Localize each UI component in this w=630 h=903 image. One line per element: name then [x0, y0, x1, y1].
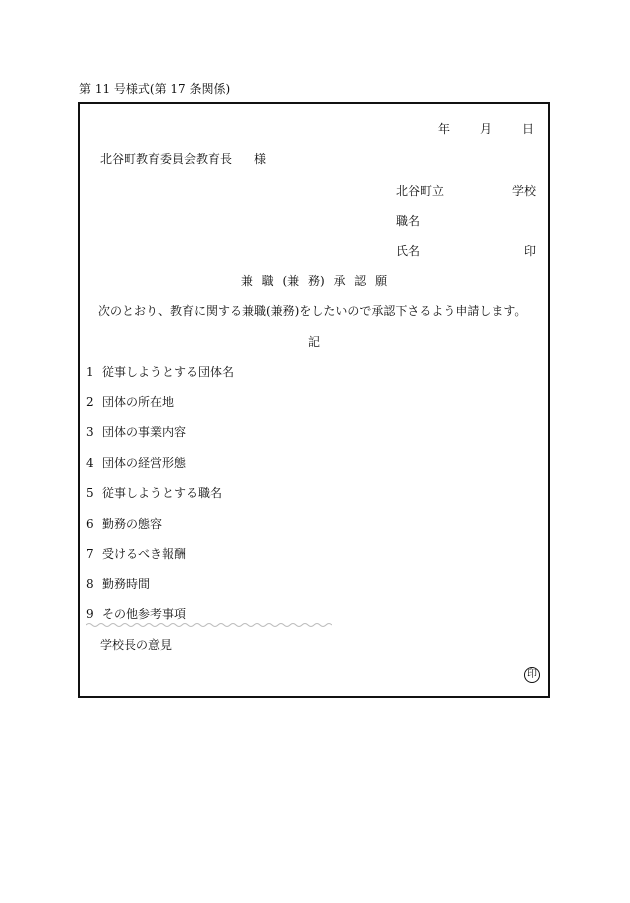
position-label: 職名 [396, 214, 421, 228]
name-label: 氏名 [396, 244, 421, 258]
application-form-frame [78, 102, 550, 698]
date-year-label: 年 [437, 122, 450, 136]
name-field [396, 244, 536, 258]
school-prefix-label: 北谷町立 [396, 184, 445, 198]
list-item [86, 486, 222, 500]
principal-opinion-label: 学校長の意見 [100, 638, 173, 652]
list-item [86, 607, 186, 621]
item-label: 従事しようとする団体名 [102, 365, 235, 379]
list-item [86, 577, 150, 591]
ki-heading: 記 [307, 335, 320, 349]
item-label: 団体の事業内容 [102, 425, 187, 439]
item-label: 勤務時間 [102, 577, 151, 591]
item-label: 受けるべき報酬 [102, 547, 187, 561]
list-item [86, 395, 174, 409]
item-number: 8 [86, 577, 94, 591]
item-number: 5 [86, 486, 94, 500]
school-field [396, 184, 536, 198]
list-item [86, 365, 234, 379]
item-label: 団体の経営形態 [102, 456, 187, 470]
addressee-honorific: 様 [254, 152, 267, 166]
date-month-label: 月 [479, 122, 492, 136]
wavy-underline [86, 622, 332, 628]
date-day-label: 日 [521, 122, 534, 136]
item-number: 3 [86, 425, 94, 439]
form-number: 第 11 号様式(第 17 条関係) [79, 82, 231, 96]
addressee-name: 北谷町教育委員会教育長 [100, 152, 233, 166]
item-number: 4 [86, 456, 94, 470]
school-suffix-label: 学校 [511, 184, 536, 198]
list-item [86, 517, 162, 531]
item-label: 従事しようとする職名 [102, 486, 223, 500]
item-number: 9 [86, 607, 94, 621]
item-number: 1 [86, 365, 94, 379]
list-item [86, 425, 186, 439]
addressee [100, 152, 266, 166]
item-label: 勤務の態容 [102, 517, 163, 531]
date-row [438, 122, 534, 136]
item-label: その他参考事項 [102, 607, 187, 621]
body-text: 次のとおり、教育に関する兼職(兼務)をしたいので承認下さるよう申請します。 [98, 304, 527, 318]
principal-seal-mark: 印 [524, 667, 540, 683]
list-item [86, 547, 186, 561]
item-number: 6 [86, 517, 94, 531]
item-number: 7 [86, 547, 94, 561]
item-number: 2 [86, 395, 94, 409]
list-item [86, 456, 186, 470]
form-title: 兼 職 (兼 務) 承 認 願 [240, 274, 388, 288]
applicant-seal-label: 印 [523, 244, 536, 258]
item-label: 団体の所在地 [102, 395, 175, 409]
